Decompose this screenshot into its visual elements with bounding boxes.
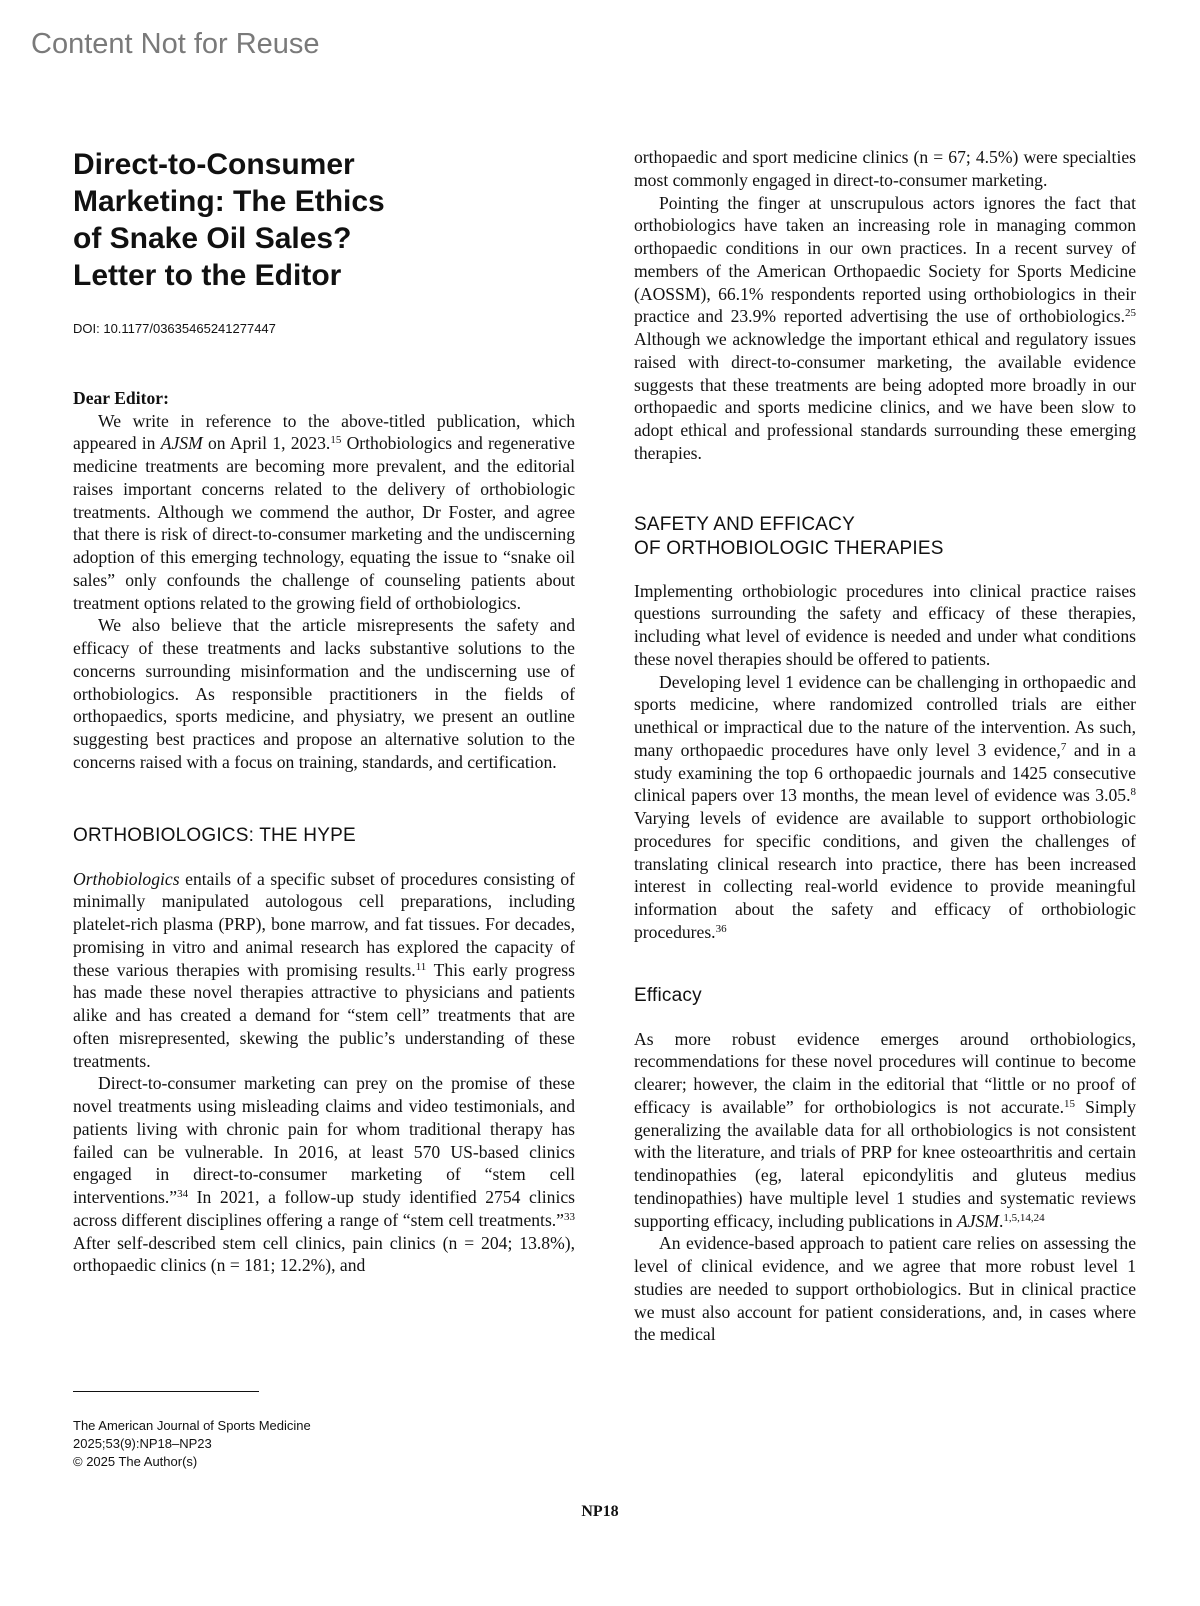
citation: 36 [715, 922, 727, 935]
paragraph: Direct-to-consumer marketing can prey on the promise of these novel treatments using misleading claims and video testimonials, and patients living with chronic pain for whom traditional therapy has failed can be vulnerable. In 2016, at least 570 US-based clinics engaged in direct-to-consumer marketing of “stem cell interventions.”$^{34}$ In 2021, a follow-up study identified 2754 clinics across different disciplines offering a range of “stem cell treatments.”$^{33}$ After self-described stem cell clinics, pain clinics (n = 204; 13.8%), orthopaedic clinics (n = 181; 12.2%), and [73, 1073, 575, 1276]
citation: 11 [415, 960, 427, 973]
subsection-heading: Efficacy [634, 984, 702, 1006]
citation: 25 [1125, 307, 1136, 320]
section-heading: SAFETY AND EFFICACY OF ORTHOBIOLOGIC THERAPIES [634, 513, 944, 559]
title-line: Letter to the Editor [73, 259, 342, 292]
title-line: of Snake Oil Sales? [73, 222, 352, 255]
paragraph: Implementing orthobiologic procedures into clinical practice raises questions surrounding the safety and efficacy of these therapies, including what level of evidence is needed and under what conditions these novel therapies should be offered to patients. [634, 580, 1136, 669]
section-heading: ORTHOBIOLOGICS: THE HYPE [73, 824, 356, 846]
citation: 34 [177, 1188, 189, 1200]
citation: 33 [564, 1210, 575, 1223]
watermark: Content Not for Reuse [31, 28, 320, 60]
paragraph: We also believe that the article misrepresents the safety and efficacy of these treatments and lacks substantive solutions to the concerns surrounding misinformation and the undiscerning use of orthobiologics. As responsible practitioners in the fields of orthopaedics, sports medicine, and physiatry, we present an outline suggesting best practices and propose an alternative solution to the concerns raised with a focus on training, standards, and certification. [73, 615, 575, 772]
citation: 1,5,14,24 [1003, 1211, 1045, 1224]
paragraph: We write in reference to the above-titled publication, which appeared in AJSM on April 1, 2023.15 Orthobiologics and regenerative medicine treatments are becoming more prevalent, and the editorial raises important concerns related to the delivery of orthobiologic treatments. Although we commend the author, Dr Foster, and agree that there is risk of direct-to-consumer marketing and the undiscerning adoption of this emerging technology, equating the issue to “snake oil sales” only confounds the challenge of counseling patients about treatment options related to the growing field of orthobiologics. [73, 410, 575, 613]
paragraph: An evidence-based approach to patient care relies on assessing the level of clinical evidence, and we agree that more robust level 1 studies are needed to support orthobiologics. But in clinical practice we must also account for patient considerations, and, in cases where the medical [634, 1233, 1136, 1345]
footnote-rule [73, 1391, 259, 1392]
salutation: Dear Editor: [73, 387, 169, 408]
paragraph: Developing level 1 evidence can be challenging in orthopaedic and sports medicine, where randomized controlled trials are either unethical or impractical due to the nature of the intervention. As such, many orthopaedic procedures have only level 3 evidence,$^7$ and in a study examining the top 6 orthopaedic journals and 1425 consecutive clinical papers over 13 months, the mean level of evidence was 3.05.$^8$ Varying levels of evidence are available to support orthobiologic procedures for specific conditions, and given the challenges of translating clinical research into practice, there has been increased interest in collecting real-world evidence to provide meaningful information about the safety and efficacy of orthobiologic procedures.$^{36}$ [634, 671, 1136, 942]
citation: 15 [330, 434, 342, 447]
journal-info: The American Journal of Sports Medicine 2025;53(9):NP18–NP23 © 2025 The Author(s) [73, 1418, 311, 1469]
paragraph: Pointing the finger at unscrupulous actors ignores the fact that orthobiologics have taken an increasing role in managing common orthopaedic conditions in our own practices. In a recent survey of members of the American Orthopaedic Society for Sports Medicine (AOSSM), 66.1% respondents reported using orthobiologics in their practice and 23.9% reported advertising the use of orthobiologics.$^{25}$ Although we acknowledge the important ethical and regulatory issues raised with direct-to-consumer marketing, the available evidence suggests that these treatments are being adopted more broadly in our orthopaedic and sports medicine clinics, and we have been slow to adopt ethical and professional standards surrounding these emerging therapies. [634, 192, 1136, 463]
citation: 15 [1063, 1097, 1075, 1110]
paragraph: Orthobiologics entails of a specific subset of procedures consisting of minimally manipulated autologous cell preparations, including platelet-rich plasma (PRP), bone marrow, and fat tissues. For decades, promising in vitro and animal research has explored the capacity of these various therapies with promising results.$^{11}$ This early progress has made these novel therapies attractive to physicians and patients alike and has created a demand for “stem cell” treatments that are often misrepresented, skewing the public’s understanding of these treatments. [73, 868, 575, 1071]
article-title [73, 146, 433, 294]
right-column [634, 146, 1136, 1346]
title-line: Marketing: The Ethics [73, 185, 385, 218]
citation: 8 [1130, 786, 1136, 799]
doi: DOI: 10.1177/03635465241277447 [73, 321, 276, 336]
left-column [73, 146, 575, 1277]
paragraph: As more robust evidence emerges around orthobiologics, recommendations for these novel procedures will continue to become clearer; however, the claim in the editorial that “little or no proof of efficacy is available” for orthobiologics is not accurate.$^{15}$ Simply generalizing the available data for all orthobiologics is not consistent with the literature, and trials of PRP for knee osteoarthritis and certain tendinopathies (eg, lateral epicondylitis and gluteus medius tendinopathies) have multiple level 1 studies and systematic reviews supporting efficacy, including publications in AJSM.$^{1,5,14,24}$ [634, 1028, 1136, 1231]
title-line: Direct-to-Consumer [73, 148, 355, 181]
paragraph: orthopaedic and sport medicine clinics (n = 67; 4.5%) were specialties most commonly engaged in direct-to-consumer marketing. [634, 147, 1136, 190]
citation: 7 [1060, 740, 1067, 753]
page-number: NP18 [581, 1503, 619, 1520]
